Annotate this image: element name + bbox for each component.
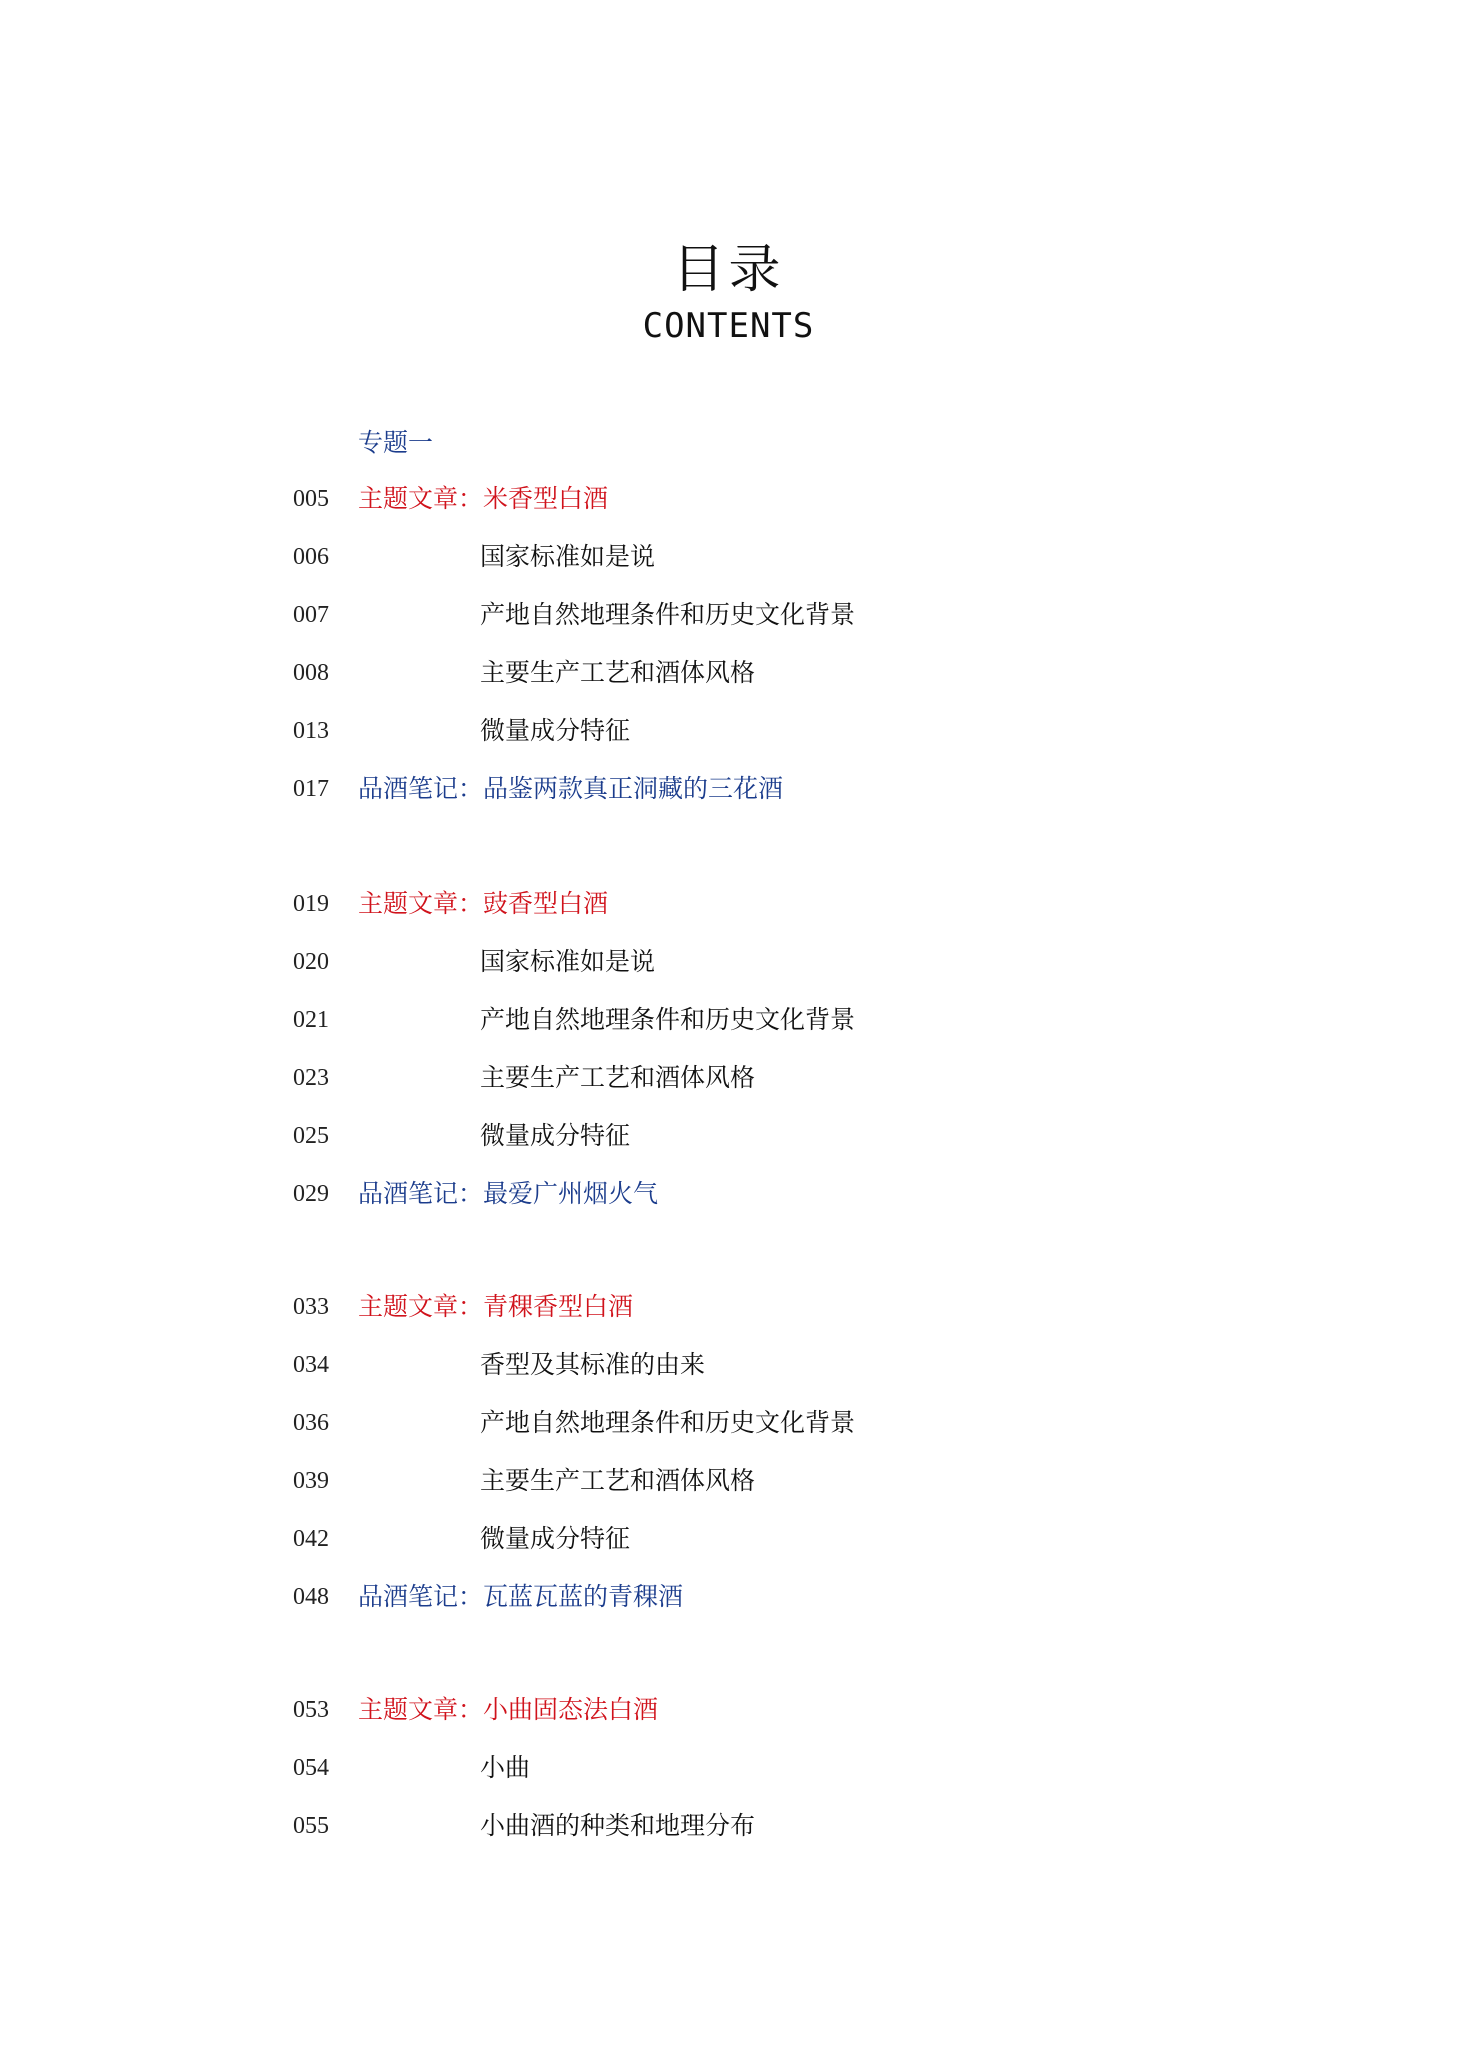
toc-entry[interactable]	[0, 887, 1457, 921]
toc-entry[interactable]	[0, 1406, 1457, 1440]
toc-subsection[interactable]: 产地自然地理条件和历史文化背景	[480, 600, 856, 629]
toc-page-number: 020	[293, 949, 329, 975]
page-subtitle: CONTENTS	[642, 306, 815, 346]
toc-tasting-note[interactable]: 品酒笔记：最爱广州烟火气	[358, 1179, 659, 1208]
toc-subsection[interactable]: 小曲酒的种类和地理分布	[480, 1811, 756, 1840]
toc-entry[interactable]	[0, 1290, 1457, 1324]
toc-entry[interactable]	[0, 1522, 1457, 1556]
toc-tasting-note[interactable]: 品酒笔记：瓦蓝瓦蓝的青稞酒	[358, 1582, 684, 1611]
toc-main-article[interactable]: 主题文章：小曲固态法白酒	[358, 1695, 659, 1724]
toc-page-number: 006	[293, 544, 329, 570]
toc-page-number: 033	[293, 1294, 329, 1320]
toc-page-number: 054	[293, 1755, 329, 1781]
toc-entry[interactable]	[0, 1119, 1457, 1153]
toc-page-number: 036	[293, 1410, 329, 1436]
toc-subsection[interactable]: 产地自然地理条件和历史文化背景	[480, 1005, 856, 1034]
toc-page-number: 029	[293, 1181, 329, 1207]
toc-main-article[interactable]: 主题文章：青稞香型白酒	[358, 1292, 634, 1321]
toc-page-number: 042	[293, 1526, 329, 1552]
toc-subsection[interactable]: 国家标准如是说	[480, 947, 656, 976]
toc-entry[interactable]	[0, 540, 1457, 574]
toc-page-number: 053	[293, 1697, 329, 1723]
toc-page-number: 023	[293, 1065, 329, 1091]
toc-entry[interactable]	[0, 1693, 1457, 1727]
toc-entry[interactable]	[0, 714, 1457, 748]
toc-page-number: 007	[293, 602, 329, 628]
toc-tasting-note[interactable]: 品酒笔记：品鉴两款真正洞藏的三花酒	[358, 774, 784, 803]
toc-entry[interactable]	[0, 1809, 1457, 1843]
toc-subsection[interactable]: 主要生产工艺和酒体风格	[480, 1063, 756, 1092]
toc-subsection[interactable]: 小曲	[480, 1753, 531, 1782]
toc-page-number: 019	[293, 891, 329, 917]
toc-page-number: 021	[293, 1007, 329, 1033]
toc-page-number: 005	[293, 486, 329, 512]
toc-subsection[interactable]: 国家标准如是说	[480, 542, 656, 571]
toc-subsection[interactable]: 微量成分特征	[480, 716, 631, 745]
toc-entry[interactable]	[0, 1061, 1457, 1095]
toc-entry[interactable]	[0, 482, 1457, 516]
toc-main-article[interactable]: 主题文章：豉香型白酒	[358, 889, 609, 918]
toc-entry[interactable]	[0, 772, 1457, 806]
toc-subsection[interactable]: 主要生产工艺和酒体风格	[480, 1466, 756, 1495]
toc-subsection[interactable]: 产地自然地理条件和历史文化背景	[480, 1408, 856, 1437]
toc-subsection[interactable]: 微量成分特征	[480, 1524, 631, 1553]
toc-entry[interactable]	[0, 1464, 1457, 1498]
toc-main-article[interactable]: 主题文章：米香型白酒	[358, 484, 609, 513]
toc-subsection[interactable]: 主要生产工艺和酒体风格	[480, 658, 756, 687]
toc-page-number: 017	[293, 776, 329, 802]
special-topic-label: 专题一	[358, 428, 434, 457]
toc-subsection[interactable]: 香型及其标准的由来	[480, 1350, 706, 1379]
toc-page-number: 055	[293, 1813, 329, 1839]
toc-entry[interactable]	[0, 598, 1457, 632]
toc-entry[interactable]	[0, 656, 1457, 690]
toc-subsection[interactable]: 微量成分特征	[480, 1121, 631, 1150]
toc-page-number: 013	[293, 718, 329, 744]
toc-page-number: 039	[293, 1468, 329, 1494]
toc-entry[interactable]	[0, 1003, 1457, 1037]
toc-page-number: 008	[293, 660, 329, 686]
toc-page-number: 048	[293, 1584, 329, 1610]
toc-page-number: 034	[293, 1352, 329, 1378]
toc-entry[interactable]	[0, 1751, 1457, 1785]
page-title: 目录	[672, 240, 785, 300]
toc-entry[interactable]	[0, 1348, 1457, 1382]
toc-page-number: 025	[293, 1123, 329, 1149]
toc-entry[interactable]	[0, 1580, 1457, 1614]
toc-entry[interactable]	[0, 945, 1457, 979]
toc-entry[interactable]	[0, 1177, 1457, 1211]
